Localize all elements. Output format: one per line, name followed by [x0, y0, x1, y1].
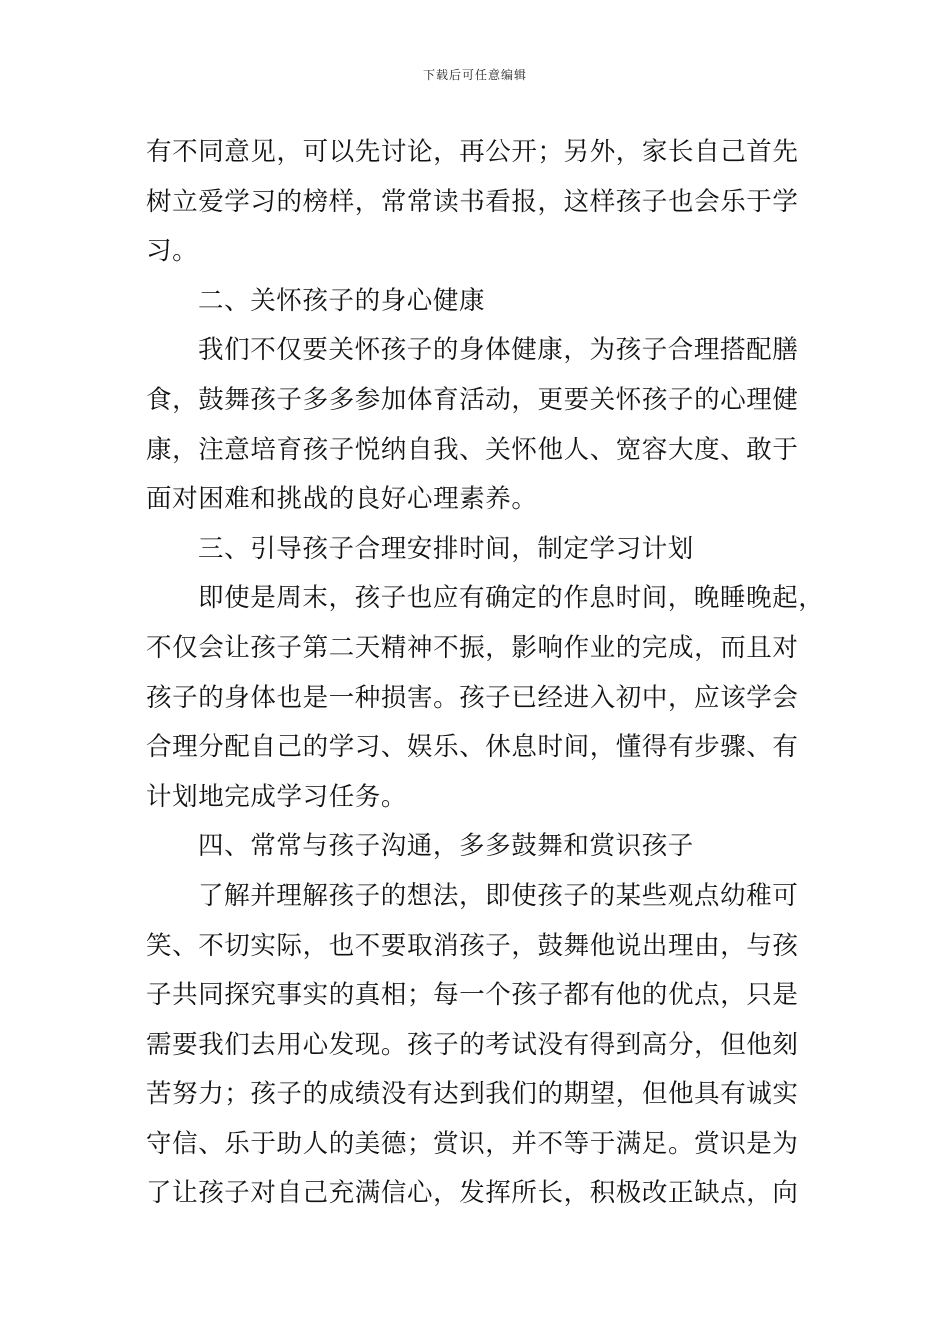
- paragraph-line: 康，注意培育孩子悦纳自我、关怀他人、宽容大度、敢于: [146, 434, 799, 465]
- paragraph-line: 子共同探究事实的真相；每一个孩子都有他的优点，只是: [146, 980, 799, 1011]
- paragraph-line: 计划地完成学习任务。: [146, 781, 408, 812]
- paragraph-line: 合理分配自己的学习、娱乐、休息时间，懂得有步骤、有: [146, 732, 799, 763]
- paragraph-line: 有不同意见，可以先讨论，再公开；另外，家长自己首先: [146, 137, 799, 167]
- paragraph-line: 需要我们去用心发现。孩子的考试没有得到高分，但他刻: [146, 1029, 799, 1060]
- section-heading: 三、引导孩子合理安排时间，制定学习计划: [198, 533, 694, 564]
- page-header: 下载后可任意编辑: [422, 68, 527, 82]
- paragraph-line: 不仅会让孩子第二天精神不振，影响作业的完成，而且对: [146, 632, 799, 663]
- paragraph-line: 食，鼓舞孩子多多参加体育活动，更要关怀孩子的心理健: [146, 384, 799, 415]
- paragraph-line: 孩子的身体也是一种损害。孩子已经进入初中，应该学会: [146, 682, 799, 713]
- paragraph-line: 面对困难和挑战的良好心理素养。: [146, 484, 538, 515]
- paragraph-line: 树立爱学习的榜样，常常读书看报，这样孩子也会乐于学: [146, 186, 799, 217]
- paragraph-line: 了让孩子对自己充满信心，发挥所长，积极改正缺点，向: [146, 1178, 799, 1209]
- document-body: [146, 128, 825, 1219]
- paragraph-line: 了解并理解孩子的想法，即使孩子的某些观点幼稚可: [198, 880, 799, 911]
- paragraph-line: 苦努力；孩子的成绩没有达到我们的期望，但他具有诚实: [146, 1079, 799, 1110]
- paragraph-line: 习。: [146, 236, 199, 267]
- paragraph-line: 守信、乐于助人的美德；赏识，并不等于满足。赏识是为: [146, 1128, 799, 1159]
- paragraph-line: 即使是周末，孩子也应有确定的作息时间，晚睡晚起，: [198, 583, 825, 614]
- paragraph-line: 我们不仅要关怀孩子的身体健康，为孩子合理搭配膳: [198, 335, 799, 366]
- paragraph-line: 笑、不切实际，也不要取消孩子，鼓舞他说出理由，与孩: [146, 930, 799, 961]
- section-heading: 四、常常与孩子沟通，多多鼓舞和赏识孩子: [198, 831, 694, 862]
- section-heading: 二、关怀孩子的身心健康: [198, 285, 486, 316]
